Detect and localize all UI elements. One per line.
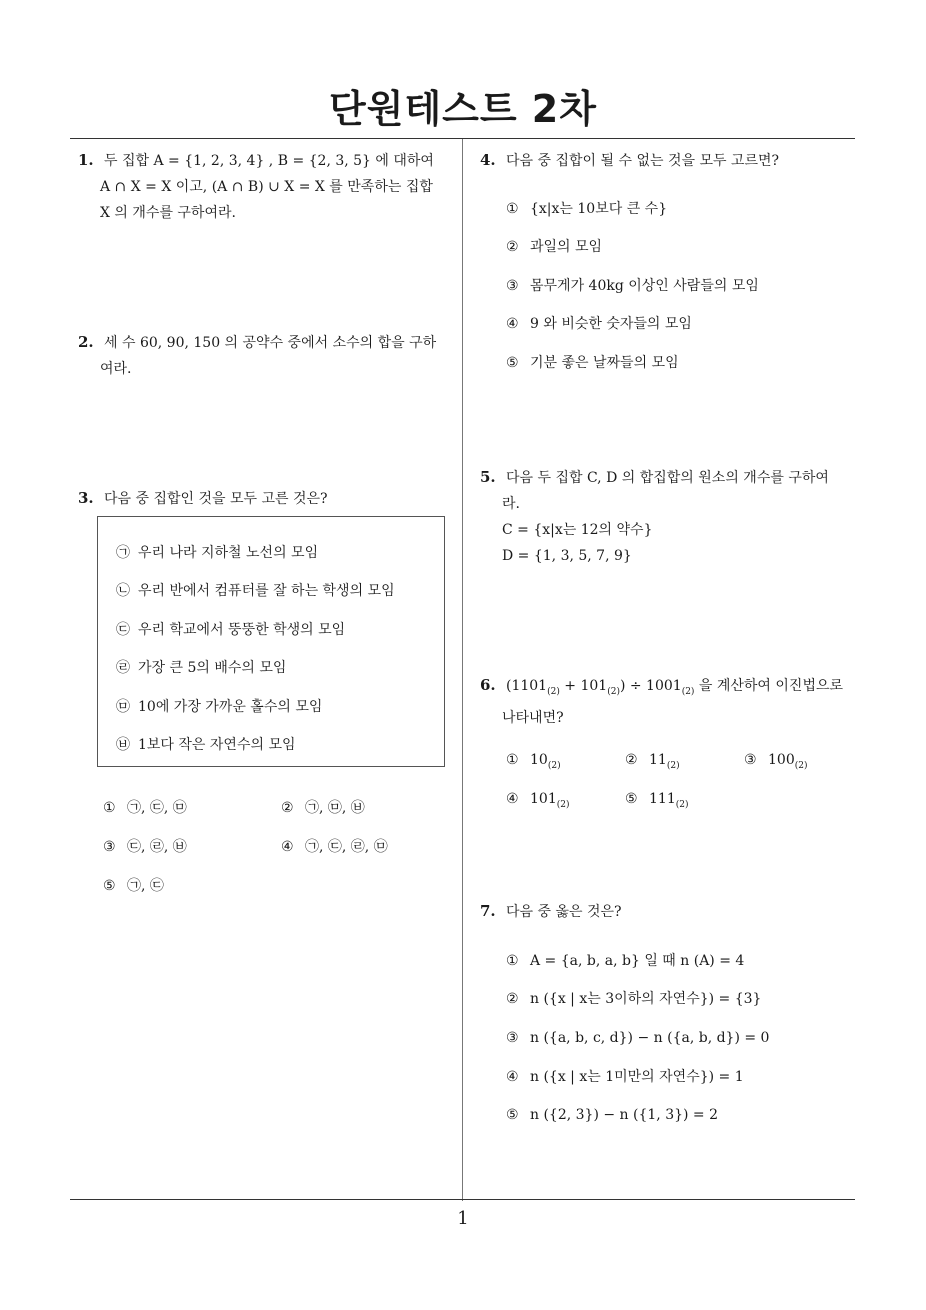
option-mark: ④ xyxy=(281,839,294,855)
statement-item xyxy=(116,735,296,755)
statement-box xyxy=(97,516,445,767)
answer-option[interactable] xyxy=(625,750,680,776)
answer-option[interactable] xyxy=(103,837,187,857)
question-text-line: 다음 중 옳은 것은? xyxy=(506,904,622,920)
option-text: ㉠, ㉢, ㉣, ㉤ xyxy=(305,839,388,855)
statement-mark: ㉣ xyxy=(116,660,130,676)
option-text: n ({a, b, c, d}) − n ({a, b, d}) = 0 xyxy=(530,1030,770,1046)
answer-option[interactable] xyxy=(506,276,759,296)
statement-mark: ㉡ xyxy=(116,583,130,599)
answer-option[interactable] xyxy=(506,789,569,815)
option-text: 기분 좋은 날짜들의 모임 xyxy=(530,355,679,371)
base-subscript: (2) xyxy=(547,686,560,697)
option-mark: ④ xyxy=(506,791,519,807)
answer-option[interactable] xyxy=(506,989,761,1009)
question-4 xyxy=(480,147,860,174)
statement-item xyxy=(116,697,322,717)
question-number: 3. xyxy=(78,489,94,507)
answer-option[interactable] xyxy=(103,876,164,896)
base-subscript: (2) xyxy=(607,686,620,697)
answer-option[interactable] xyxy=(506,199,667,219)
column-divider xyxy=(462,139,463,1201)
option-text: 9 와 비슷한 숫자들의 모임 xyxy=(530,316,692,332)
bottom-rule xyxy=(70,1199,855,1200)
expr-part: ) ÷ 1001 xyxy=(619,678,682,694)
option-mark: ① xyxy=(506,953,519,969)
option-mark: ⑤ xyxy=(506,355,519,371)
option-mark: ⑤ xyxy=(506,1107,519,1123)
option-text: 몸무게가 40kg 이상인 사람들의 모임 xyxy=(530,278,759,294)
question-2 xyxy=(78,329,458,382)
statement-item xyxy=(116,620,345,640)
answer-option[interactable] xyxy=(506,1105,718,1125)
base-subscript: (2) xyxy=(681,686,695,697)
base-subscript: (2) xyxy=(666,760,680,771)
option-mark: ① xyxy=(506,201,519,217)
expr-part: + 101 xyxy=(559,678,608,694)
question-text-line: 여라. xyxy=(100,361,132,377)
answer-option[interactable] xyxy=(506,750,561,776)
statement-text: 우리 학교에서 뚱뚱한 학생의 모임 xyxy=(138,622,346,638)
question-text-line: 다음 두 집합 C, D 의 합집합의 원소의 개수를 구하여 xyxy=(506,470,829,486)
option-mark: ② xyxy=(506,239,519,255)
option-text: 10 xyxy=(530,752,548,768)
option-text: n ({2, 3}) − n ({1, 3}) = 2 xyxy=(530,1107,719,1123)
option-text: 11 xyxy=(649,752,667,768)
answer-option[interactable] xyxy=(506,1028,769,1048)
option-mark: ② xyxy=(506,991,519,1007)
question-7 xyxy=(480,898,860,925)
question-text-line: 다음 중 집합이 될 수 없는 것을 모두 고르면? xyxy=(506,153,780,169)
question-number: 2. xyxy=(78,333,94,351)
option-mark: ④ xyxy=(506,1069,519,1085)
answer-option[interactable] xyxy=(506,1067,744,1087)
statement-mark: ㉥ xyxy=(116,737,130,753)
option-text: A = {a, b, a, b} 일 때 n (A) = 4 xyxy=(530,953,745,969)
set-c-definition: C = {x|x는 12의 약수} xyxy=(502,522,653,538)
question-text-line: A ∩ X = X 이고, (A ∩ B) ∪ X = X 를 만족하는 집합 xyxy=(100,179,433,195)
question-text-line: 나타내면? xyxy=(502,709,564,726)
question-5 xyxy=(480,464,865,569)
question-text-line xyxy=(506,678,844,697)
option-mark: ② xyxy=(281,800,294,816)
answer-option[interactable] xyxy=(744,750,807,776)
option-text: 111 xyxy=(649,791,676,807)
question-1 xyxy=(78,147,458,226)
base-subscript: (2) xyxy=(675,799,689,810)
answer-option[interactable] xyxy=(625,789,688,815)
question-number: 7. xyxy=(480,902,496,920)
option-text: ㉠, ㉢ xyxy=(127,878,164,894)
answer-option[interactable] xyxy=(506,353,679,373)
question-number: 1. xyxy=(78,151,94,169)
answer-option[interactable] xyxy=(506,237,602,257)
option-mark: ① xyxy=(506,752,519,768)
base-subscript: (2) xyxy=(794,760,808,771)
statement-text: 우리 반에서 컴퓨터를 잘 하는 학생의 모임 xyxy=(138,583,395,599)
statement-mark: ㉠ xyxy=(116,545,130,561)
answer-option[interactable] xyxy=(506,314,692,334)
question-number: 4. xyxy=(480,151,496,169)
option-text: 101 xyxy=(530,791,557,807)
question-6 xyxy=(480,672,870,731)
option-text: 과일의 모임 xyxy=(530,239,603,255)
page-number: 1 xyxy=(457,1208,469,1229)
option-mark: ⑤ xyxy=(103,878,116,894)
option-mark: ③ xyxy=(103,839,116,855)
option-mark: ② xyxy=(625,752,638,768)
answer-option[interactable] xyxy=(281,837,388,857)
statement-text: 10에 가장 가까운 홀수의 모임 xyxy=(138,699,323,715)
question-text-line: 라. xyxy=(502,496,520,512)
statement-text: 우리 나라 지하철 노선의 모임 xyxy=(138,545,319,561)
option-text: {x|x는 10보다 큰 수} xyxy=(530,201,668,217)
expr-part: 을 계산하여 이진법으로 xyxy=(694,678,844,694)
option-mark: ④ xyxy=(506,316,519,332)
option-mark: ③ xyxy=(506,1030,519,1046)
question-number: 6. xyxy=(480,676,496,694)
question-text-line: 두 집합 A = {1, 2, 3, 4} , B = {2, 3, 5} 에 대하여 xyxy=(104,153,434,169)
option-text: ㉠, ㉢, ㉤ xyxy=(127,800,187,816)
set-d-definition: D = {1, 3, 5, 7, 9} xyxy=(502,548,632,564)
statement-mark: ㉢ xyxy=(116,622,130,638)
option-text: n ({x | x는 1미만의 자연수}) = 1 xyxy=(530,1069,744,1085)
statement-text: 1보다 작은 자연수의 모임 xyxy=(138,737,296,753)
page-title: 단원테스트 2차 xyxy=(329,87,597,131)
base-subscript: (2) xyxy=(556,799,570,810)
statement-item xyxy=(116,581,395,601)
question-text-line: X 의 개수를 구하여라. xyxy=(100,205,236,221)
option-text: ㉢, ㉣, ㉥ xyxy=(127,839,187,855)
option-text: ㉠, ㉤, ㉥ xyxy=(305,800,365,816)
option-mark: ③ xyxy=(744,752,757,768)
statement-item xyxy=(116,543,318,563)
option-mark: ⑤ xyxy=(625,791,638,807)
statement-text: 가장 큰 5의 배수의 모임 xyxy=(138,660,287,676)
answer-option[interactable] xyxy=(281,798,365,818)
question-text-line: 다음 중 집합인 것을 모두 고른 것은? xyxy=(104,491,328,507)
question-number: 5. xyxy=(480,468,496,486)
option-text: 100 xyxy=(768,752,795,768)
question-3 xyxy=(78,485,458,512)
expr-part: (1101 xyxy=(506,678,548,694)
answer-option[interactable] xyxy=(506,951,744,971)
option-text: n ({x | x는 3이하의 자연수}) = {3} xyxy=(530,991,762,1007)
base-subscript: (2) xyxy=(547,760,561,771)
statement-mark: ㉤ xyxy=(116,699,130,715)
question-text-line: 세 수 60, 90, 150 의 공약수 중에서 소수의 합을 구하 xyxy=(104,335,437,351)
answer-option[interactable] xyxy=(103,798,187,818)
option-mark: ① xyxy=(103,800,116,816)
statement-item xyxy=(116,658,286,678)
option-mark: ③ xyxy=(506,278,519,294)
